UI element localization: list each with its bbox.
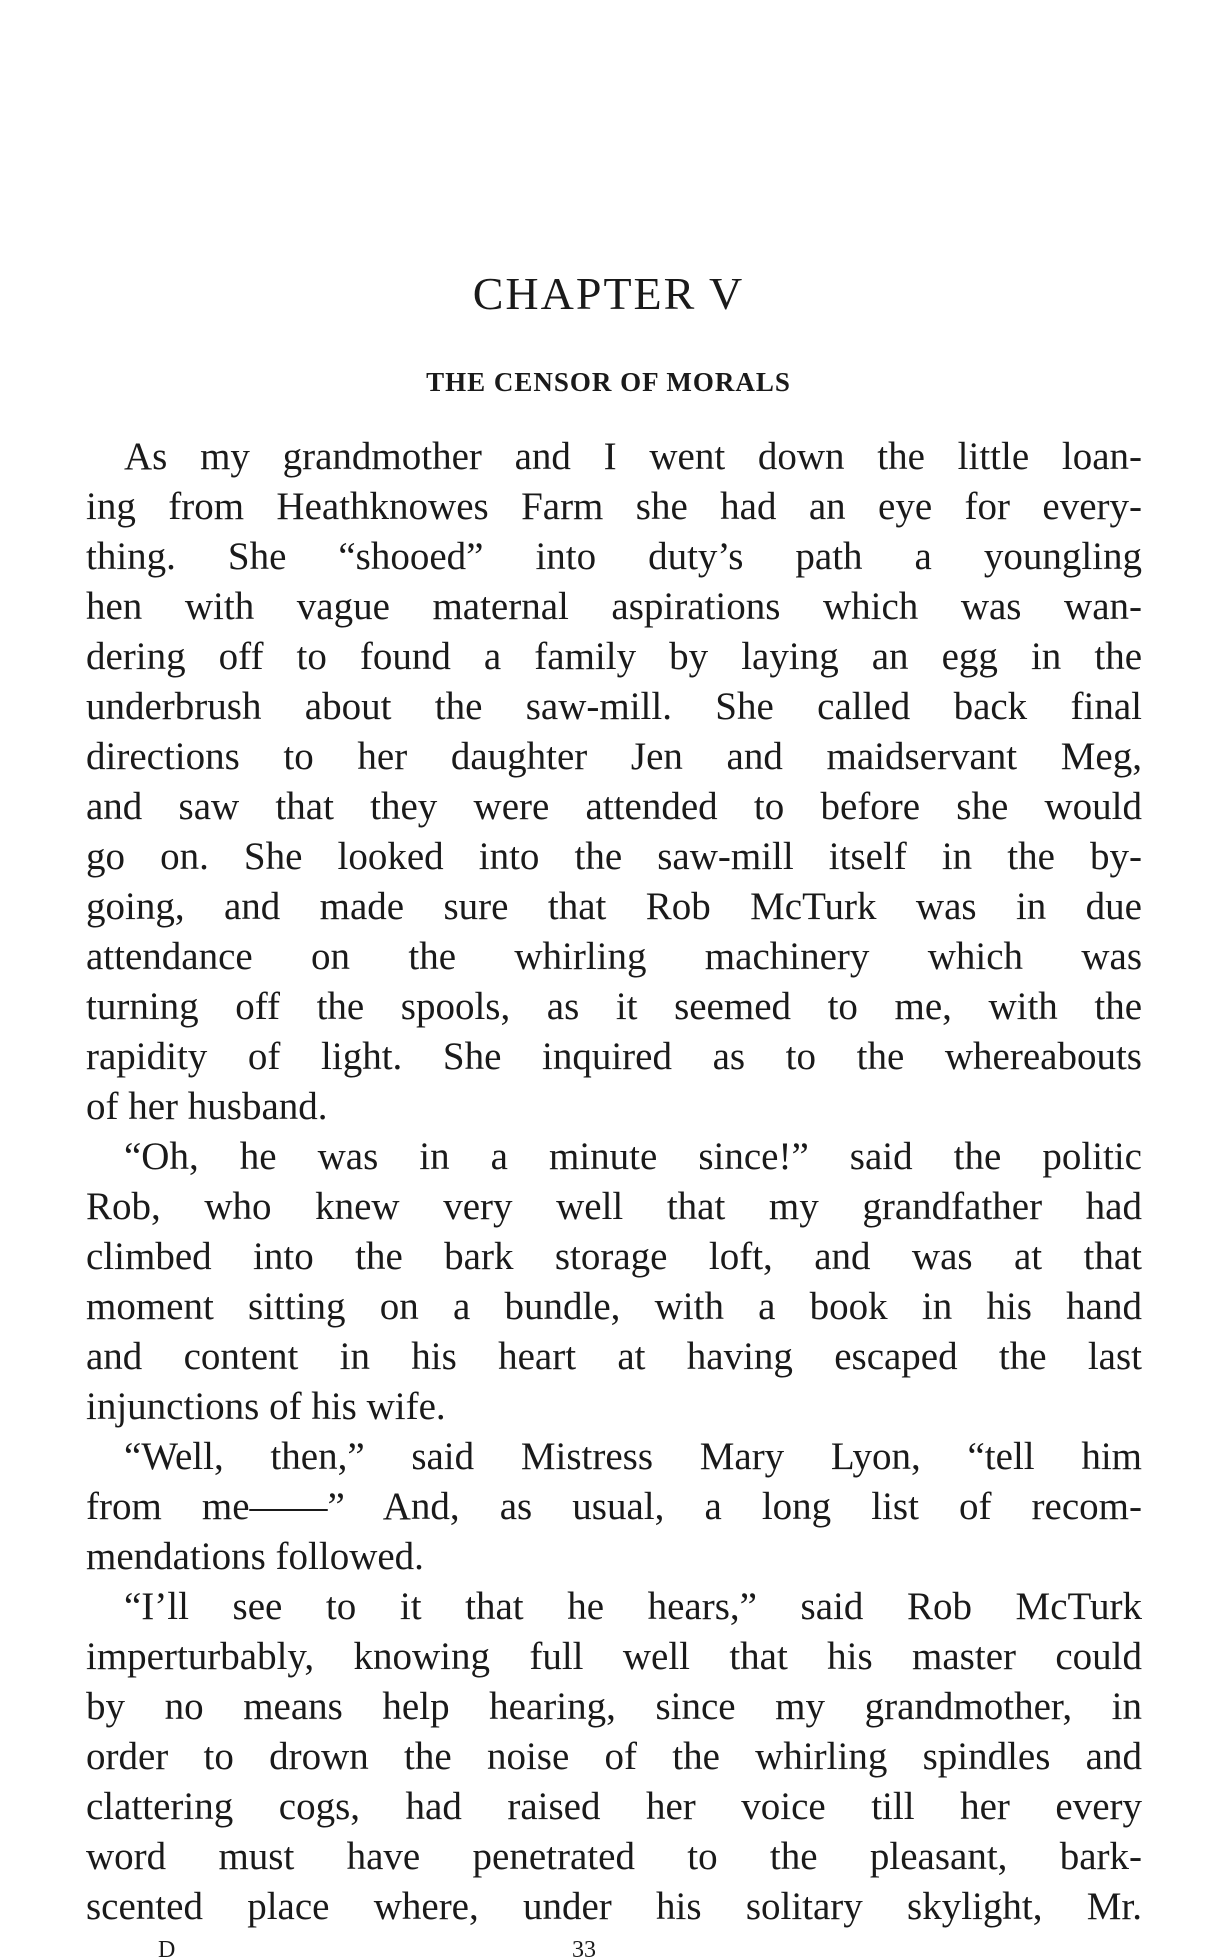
- text-line: order to drown the noise of the whirling spindles and: [86, 1735, 1142, 1778]
- text-line: “I’ll see to it that he hears,” said Rob McTurk: [124, 1585, 1142, 1628]
- text-line: mendations followed.: [86, 1535, 424, 1578]
- text-line: by no means help hearing, since my grandmother, in: [86, 1685, 1142, 1728]
- text-line: hen with vague maternal aspirations which was wan-: [86, 585, 1142, 628]
- text-line: attendance on the whirling machinery which was: [86, 935, 1142, 978]
- text-line: turning off the spools, as it seemed to me, with the: [86, 985, 1142, 1028]
- text-line: moment sitting on a bundle, with a book in his hand: [86, 1285, 1142, 1328]
- text-line: imperturbably, knowing full well that his master could: [86, 1635, 1142, 1678]
- chapter-subtitle: THE CENSOR OF MORALS: [426, 367, 791, 397]
- text-line: clattering cogs, had raised her voice till her every: [86, 1785, 1142, 1828]
- text-line: climbed into the bark storage loft, and was at that: [86, 1235, 1142, 1278]
- text-line: dering off to found a family by laying an egg in the: [86, 635, 1142, 678]
- signature-mark: D: [158, 1940, 176, 1959]
- text-line: thing. She “shooed” into duty’s path a youngling: [86, 535, 1142, 578]
- text-line: go on. She looked into the saw-mill itself in the by-: [86, 835, 1142, 878]
- text-line: ing from Heathknowes Farm she had an eye for every-: [86, 485, 1142, 528]
- text-line: going, and made sure that Rob McTurk was in due: [86, 885, 1142, 928]
- text-line: rapidity of light. She inquired as to the whereabouts: [86, 1035, 1142, 1078]
- text-line: word must have penetrated to the pleasant, bark-: [86, 1835, 1142, 1878]
- text-line: As my grandmother and I went down the little loan-: [124, 435, 1142, 478]
- text-line: scented place where, under his solitary skylight, Mr.: [86, 1885, 1142, 1928]
- chapter-title: CHAPTER V: [472, 268, 745, 319]
- text-line: Rob, who knew very well that my grandfather had: [86, 1185, 1142, 1228]
- text-line: “Well, then,” said Mistress Mary Lyon, “tell him: [124, 1435, 1142, 1478]
- text-line: from me——” And, as usual, a long list of recom-: [86, 1485, 1142, 1528]
- text-line: underbrush about the saw-mill. She called back final: [86, 685, 1142, 728]
- text-line: and saw that they were attended to before she would: [86, 785, 1142, 828]
- text-line: and content in his heart at having escaped the last: [86, 1335, 1142, 1378]
- text-line: of her husband.: [86, 1085, 328, 1128]
- text-line: injunctions of his wife.: [86, 1385, 446, 1428]
- text-line: “Oh, he was in a minute since!” said the politic: [124, 1135, 1142, 1178]
- page-number: 33: [572, 1940, 596, 1959]
- text-line: directions to her daughter Jen and maidservant Meg,: [86, 735, 1142, 778]
